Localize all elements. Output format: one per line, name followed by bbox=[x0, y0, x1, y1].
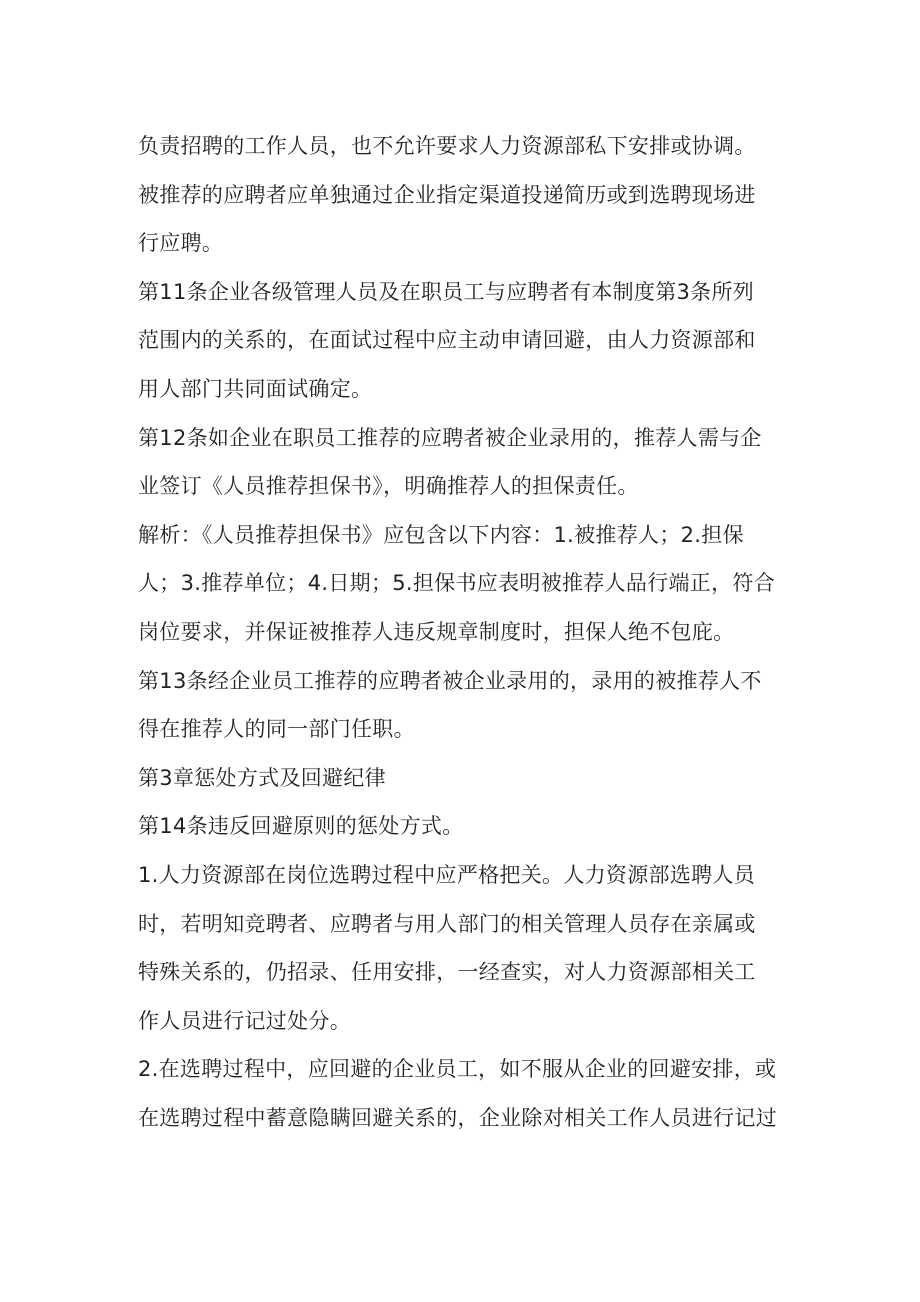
article-14-item-2 bbox=[138, 1045, 788, 1142]
analysis-paragraph bbox=[138, 511, 788, 657]
text-line: 作人员进行记过处分。 bbox=[138, 1008, 351, 1033]
text-line: 第12条如企业在职员工推荐的应聘者被企业录用的，推荐人需与企 bbox=[138, 425, 762, 450]
text-line: 特殊关系的，仍招录、任用安排，一经查实，对人力资源部相关工 bbox=[138, 960, 756, 985]
text-line: 时，若明知竞聘者、应聘者与用人部门的相关管理人员存在亲属或 bbox=[138, 911, 756, 936]
text-line: 被推荐的应聘者应单独通过企业指定渠道投递简历或到选聘现场进 bbox=[138, 182, 756, 207]
paragraph-recommendation-rule bbox=[138, 122, 788, 268]
text-line: 用人部门共同面试确定。 bbox=[138, 376, 373, 401]
text-line: 岗位要求，并保证被推荐人违反规章制度时，担保人绝不包庇。 bbox=[138, 619, 735, 644]
text-line: 负责招聘的工作人员，也不允许要求人力资源部私下安排或协调。 bbox=[138, 134, 756, 158]
article-11 bbox=[138, 268, 788, 414]
article-13 bbox=[138, 657, 788, 754]
text-line: 行应聘。 bbox=[138, 231, 224, 256]
article-14 bbox=[138, 802, 788, 851]
text-line: 第3章惩处方式及回避纪律 bbox=[138, 765, 386, 790]
text-line: 范围内的关系的，在面试过程中应主动申请回避，由人力资源部和 bbox=[138, 328, 756, 353]
text-line: 业签订《人员推荐担保书》，明确推荐人的担保责任。 bbox=[138, 474, 639, 499]
document-body bbox=[138, 122, 788, 1142]
chapter-3-heading bbox=[138, 754, 788, 803]
text-line: 人；3.推荐单位；4.日期；5.担保书应表明被推荐人品行端正，符合 bbox=[138, 571, 776, 596]
text-line: 2.在选聘过程中，应回避的企业员工，如不服从企业的回避安排，或 bbox=[138, 1057, 777, 1082]
text-line: 在选聘过程中蓄意隐瞒回避关系的，企业除对相关工作人员进行记过 bbox=[138, 1105, 777, 1130]
text-line: 得在推荐人的同一部门任职。 bbox=[138, 717, 415, 742]
text-line: 第11条企业各级管理人员及在职员工与应聘者有本制度第3条所列 bbox=[138, 279, 755, 304]
text-line: 第14条违反回避原则的惩处方式。 bbox=[138, 814, 464, 839]
article-14-item-1 bbox=[138, 851, 788, 1045]
article-12 bbox=[138, 414, 788, 511]
text-line: 解析：《人员推荐担保书》应包含以下内容：1.被推荐人；2.担保 bbox=[138, 522, 744, 547]
text-line: 1.人力资源部在岗位选聘过程中应严格把关。人力资源部选聘人员 bbox=[138, 862, 756, 887]
text-line: 第13条经企业员工推荐的应聘者被企业录用的，录用的被推荐人不 bbox=[138, 668, 762, 693]
